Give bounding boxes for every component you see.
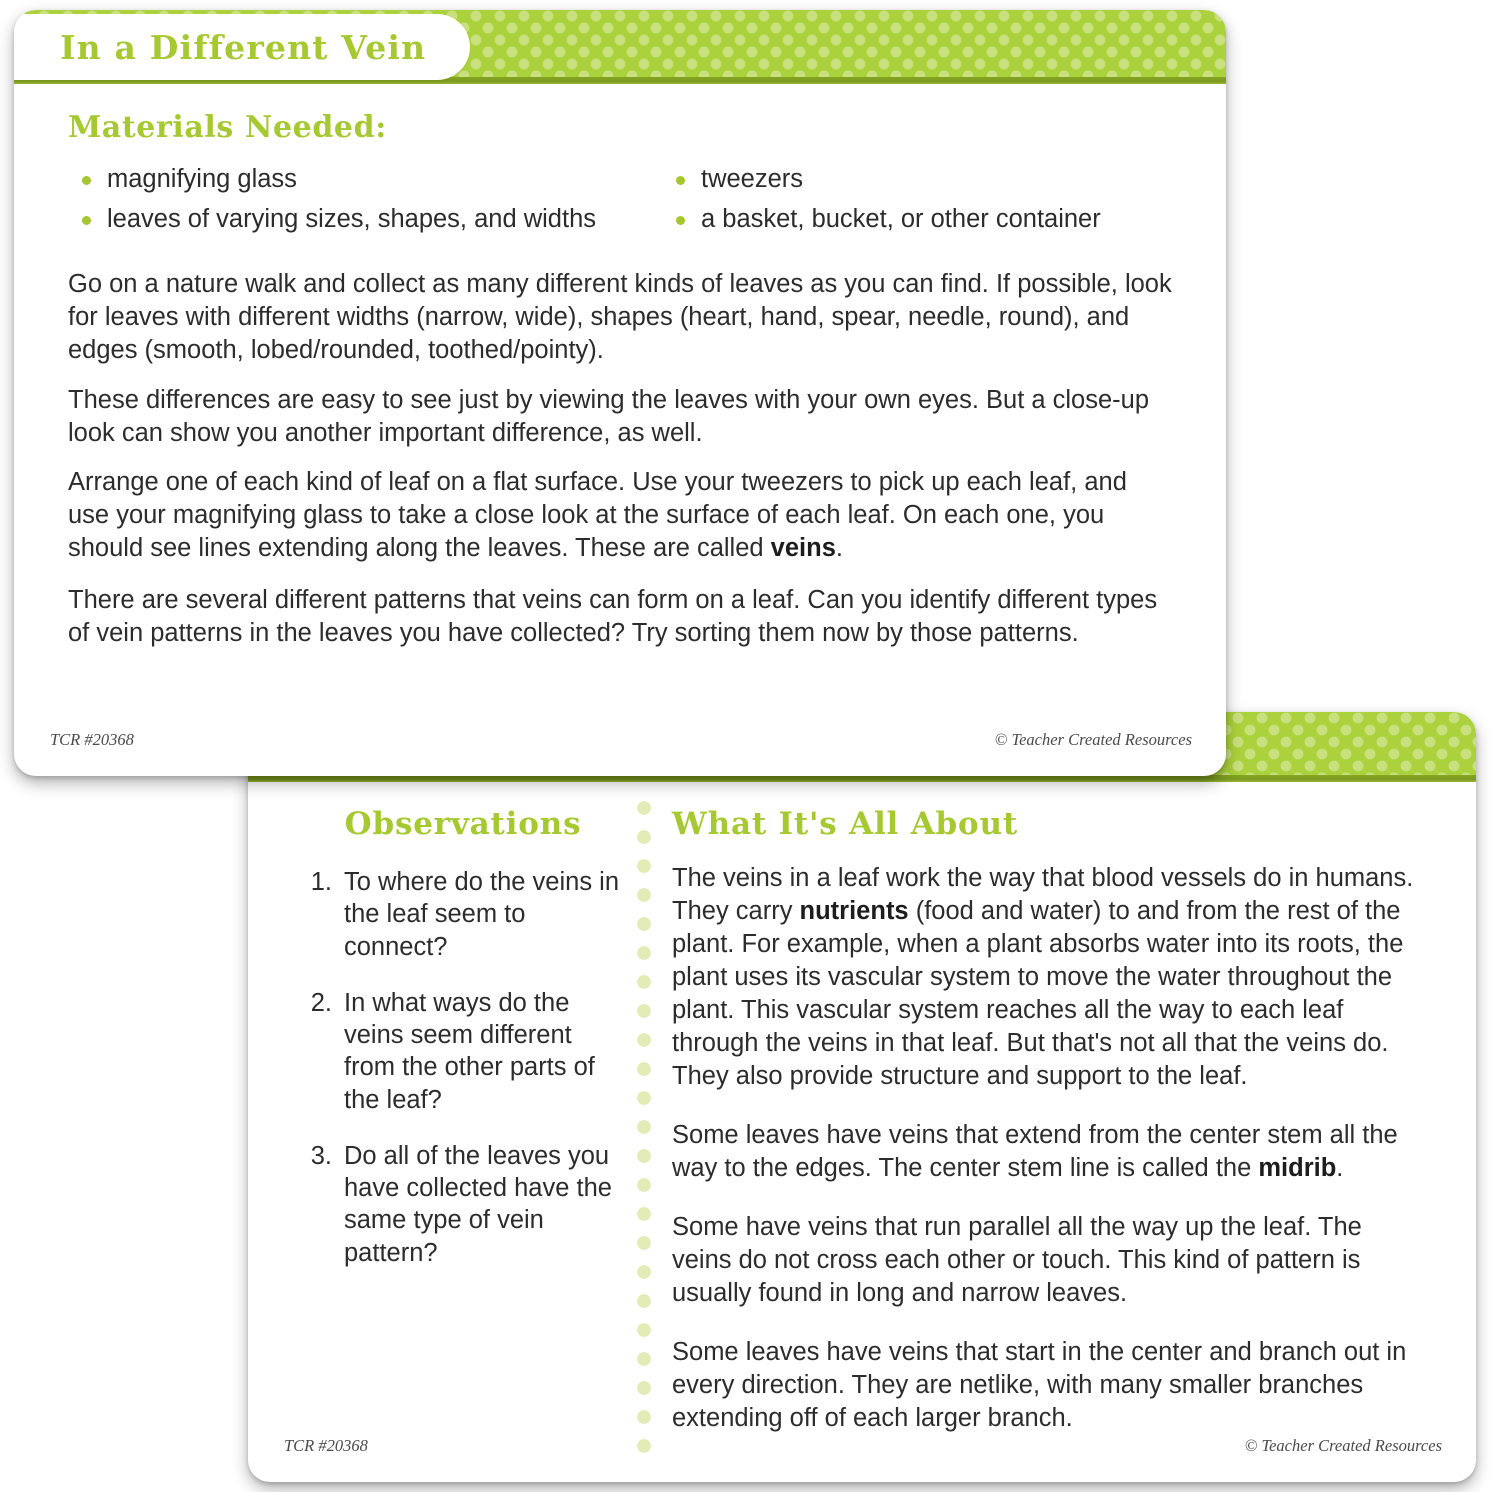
- title-pill: [14, 14, 470, 80]
- observations-question-list: [298, 866, 628, 1269]
- question-number: 1.: [310, 868, 332, 896]
- front-p3-bold-term: veins: [770, 534, 836, 563]
- front-paragraph-2: These differences are easy to see just by viewing the leaves with your own eyes. But a close-up look can show you another important difference, as well.: [68, 386, 1150, 448]
- bullet-icon: [82, 216, 91, 225]
- list-item: [68, 164, 618, 195]
- about-p2-after: .: [1336, 1154, 1344, 1183]
- about-p2-bold-term: midrib: [1258, 1154, 1337, 1183]
- question-text: In what ways do the veins seem different from the other parts of the leaf?: [344, 988, 595, 1114]
- front-paragraph-3: [68, 466, 1172, 565]
- bullet-icon: [82, 176, 91, 185]
- about-p1-bold-term: nutrients: [799, 897, 909, 926]
- observations-heading: Observations: [344, 806, 582, 842]
- back-card-footer: [248, 1436, 1476, 1458]
- list-item: [68, 204, 618, 235]
- front-paragraph-4: There are several different patterns that veins can form on a leaf. Can you identify different types of vein patterns in the leaves you have collected? Try sorting them now by those patterns.: [68, 586, 1158, 648]
- about-p2-before: Some leaves have veins that extend from the center stem all the way to the edges. The center stem line is called the: [672, 1121, 1398, 1183]
- materials-heading: Materials Needed:: [68, 110, 387, 145]
- bullet-icon: [676, 216, 685, 225]
- footer-product-code: TCR #20368: [50, 730, 134, 749]
- back-card-header-rule: [248, 775, 1476, 782]
- worksheet-card-front: [14, 10, 1226, 776]
- page-title: In a Different Vein: [60, 27, 427, 67]
- list-item: [662, 164, 1168, 195]
- about-paragraph-2: [672, 1119, 1414, 1185]
- front-card-body: [14, 84, 1226, 776]
- list-item: [298, 866, 628, 963]
- material-label: a basket, bucket, or other container: [701, 205, 1101, 234]
- about-p1-after: (food and water) to and from the rest of the plant. For example, when a plant absorbs water into its roots, the plant uses its vascular system to move the water throughout the plant. This vascular system reaches all the way to each leaf through the veins in that leaf. But that's not all that the veins do. They also provide structure and support to the leaf.: [672, 897, 1404, 1091]
- dotted-divider: [636, 800, 652, 1468]
- list-item: [298, 1140, 628, 1269]
- footer-copyright: © Teacher Created Resources: [994, 730, 1192, 749]
- footer-copyright: © Teacher Created Resources: [1244, 1436, 1442, 1455]
- materials-list: [68, 164, 1168, 244]
- front-p3-after: .: [835, 534, 843, 563]
- about-heading: What It's All About: [672, 806, 1018, 842]
- worksheet-card-back: [248, 712, 1476, 1482]
- front-p3-before: Arrange one of each kind of leaf on a flat surface. Use your tweezers to pick up each leaf, and use your magnifying glass to take a close look at the surface of each leaf. On each one, you should see lines extending along the leaves. These are called: [68, 468, 1127, 563]
- materials-column-right: [618, 164, 1168, 244]
- question-text: To where do the veins in the leaf seem to connect?: [344, 868, 619, 961]
- materials-column-left: [68, 164, 618, 244]
- bullet-icon: [676, 176, 685, 185]
- back-card-body: [248, 782, 1476, 1482]
- question-number: 3.: [310, 1141, 332, 1170]
- material-label: leaves of varying sizes, shapes, and widths: [107, 205, 597, 234]
- question-number: 2.: [310, 988, 332, 1017]
- front-card-header-band: [14, 10, 1226, 84]
- question-text: Do all of the leaves you have collected have the same type of vein pattern?: [344, 1141, 612, 1267]
- about-paragraph-4: Some leaves have veins that start in the center and branch out in every direction. They are netlike, with many smaller branches extending off of each larger branch.: [672, 1338, 1407, 1433]
- footer-product-code: TCR #20368: [284, 1436, 368, 1455]
- material-label: magnifying glass: [107, 165, 297, 193]
- about-p1-before: The veins in a leaf work the way that blood vessels do in humans. They carry: [672, 864, 1414, 926]
- about-paragraph-1: [672, 862, 1414, 1093]
- material-label: tweezers: [701, 165, 804, 193]
- front-card-footer: [14, 730, 1226, 752]
- front-paragraph-1: Go on a nature walk and collect as many different kinds of leaves as you can find. If possible, look for leaves with different widths (narrow, wide), shapes (heart, hand, spear, needle, round), and edges (smooth, lobed/rounded, toothed/pointy).: [68, 270, 1172, 365]
- about-paragraph-3: Some have veins that run parallel all the way up the leaf. The veins do not cross each other or touch. This kind of pattern is usually found in long and narrow leaves.: [672, 1213, 1362, 1308]
- list-item: [298, 987, 628, 1116]
- observations-column: [298, 806, 628, 1293]
- about-column: [672, 806, 1414, 1461]
- list-item: [662, 204, 1168, 235]
